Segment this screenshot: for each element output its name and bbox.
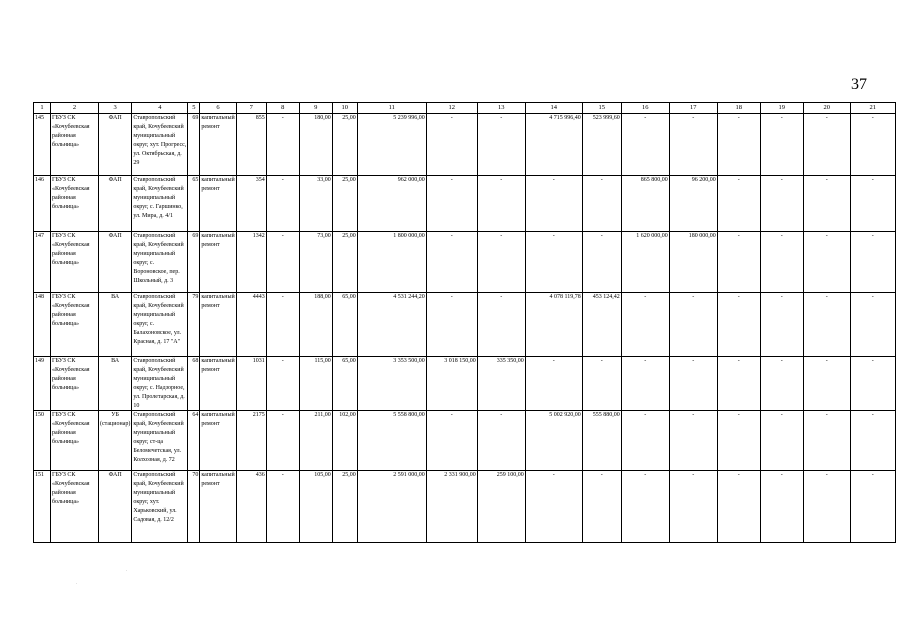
- table-row: [34, 176, 896, 232]
- header-cell: 8: [266, 103, 299, 114]
- table-cell: -: [525, 357, 582, 411]
- table-cell: -: [760, 232, 803, 293]
- table-cell: ВА: [99, 357, 132, 411]
- table-cell: капитальный ремонт: [200, 357, 236, 411]
- table-cell: 555 880,00: [582, 411, 621, 471]
- table-cell: -: [850, 293, 895, 357]
- table-cell: 4443: [236, 293, 266, 357]
- table-cell: 69: [188, 232, 200, 293]
- header-cell: 10: [332, 103, 357, 114]
- table-cell: 180,00: [299, 114, 332, 176]
- table-cell: 79: [188, 293, 200, 357]
- table-cell: -: [760, 357, 803, 411]
- table-cell: -: [477, 293, 525, 357]
- table-cell: -: [850, 411, 895, 471]
- table-cell: -: [582, 357, 621, 411]
- table-cell: -: [426, 293, 477, 357]
- table-row: [34, 114, 896, 176]
- header-cell: 1: [34, 103, 51, 114]
- table-cell: -: [477, 411, 525, 471]
- table-cell: 151: [34, 471, 51, 543]
- table-cell: -: [266, 232, 299, 293]
- table-cell: 69: [188, 114, 200, 176]
- table-cell: -: [266, 357, 299, 411]
- header-cell: 20: [803, 103, 850, 114]
- table-cell: 146: [34, 176, 51, 232]
- table-cell: -: [621, 357, 669, 411]
- table-cell: 855: [236, 114, 266, 176]
- table-cell: -: [850, 176, 895, 232]
- table-cell: ГБУЗ СК «Кочубеевская районная больница»: [51, 471, 99, 543]
- table-cell: капитальный ремонт: [200, 471, 236, 543]
- table-cell: 65: [188, 176, 200, 232]
- header-cell: 14: [525, 103, 582, 114]
- table-cell: -: [621, 114, 669, 176]
- table-cell: Ставропольский край, Кочубеевский муниципальный округ, ст-ца Беломечетская, ул. Колхозная, д. 72: [132, 411, 188, 471]
- table-cell: -: [426, 232, 477, 293]
- table-cell: 5 239 996,00: [357, 114, 426, 176]
- table-cell: капитальный ремонт: [200, 293, 236, 357]
- table-cell: -: [850, 471, 895, 543]
- header-cell: 5: [188, 103, 200, 114]
- table-cell: ФАП: [99, 114, 132, 176]
- table-row: [34, 293, 896, 357]
- table-row: [34, 471, 896, 543]
- table-cell: 73,00: [299, 232, 332, 293]
- header-cell: 4: [132, 103, 188, 114]
- table-cell: -: [477, 176, 525, 232]
- table-cell: -: [803, 293, 850, 357]
- table-cell: ГБУЗ СК «Кочубеевская районная больница»: [51, 293, 99, 357]
- header-cell: 9: [299, 103, 332, 114]
- table-cell: -: [803, 232, 850, 293]
- table-cell: -: [266, 411, 299, 471]
- table-cell: -: [669, 471, 717, 543]
- table-cell: -: [582, 232, 621, 293]
- header-cell: 15: [582, 103, 621, 114]
- table-cell: ВА: [99, 293, 132, 357]
- table-cell: -: [717, 357, 760, 411]
- table-cell: 65,00: [332, 293, 357, 357]
- table-cell: ГБУЗ СК «Кочубеевская районная больница»: [51, 176, 99, 232]
- table-cell: капитальный ремонт: [200, 176, 236, 232]
- table-row: [34, 411, 896, 471]
- table-cell: 436: [236, 471, 266, 543]
- table-cell: 180 000,00: [669, 232, 717, 293]
- data-table: [33, 102, 896, 543]
- table-cell: ГБУЗ СК «Кочубеевская районная больница»: [51, 357, 99, 411]
- table-cell: 150: [34, 411, 51, 471]
- table-cell: -: [582, 176, 621, 232]
- table-cell: 25,00: [332, 471, 357, 543]
- table-cell: 2 331 900,00: [426, 471, 477, 543]
- header-row: [34, 103, 896, 114]
- table-cell: 453 124,42: [582, 293, 621, 357]
- table-cell: 211,00: [299, 411, 332, 471]
- table-cell: -: [850, 114, 895, 176]
- table-cell: -: [717, 176, 760, 232]
- table-cell: 70: [188, 471, 200, 543]
- table-cell: -: [850, 357, 895, 411]
- table-cell: -: [525, 176, 582, 232]
- table-cell: 962 000,00: [357, 176, 426, 232]
- table-cell: -: [426, 411, 477, 471]
- table-cell: Ставропольский край, Кочубеевский муниципальный округ, с. Гаршинко, ул. Мира, д. 4/1: [132, 176, 188, 232]
- table-cell: ФАП: [99, 232, 132, 293]
- table-cell: ГБУЗ СК «Кочубеевская районная больница»: [51, 114, 99, 176]
- table-cell: -: [525, 471, 582, 543]
- table-cell: -: [669, 357, 717, 411]
- table-cell: ГБУЗ СК «Кочубеевская районная больница»: [51, 411, 99, 471]
- table-cell: 147: [34, 232, 51, 293]
- table-cell: -: [582, 471, 621, 543]
- table-cell: 64: [188, 411, 200, 471]
- table-cell: -: [803, 411, 850, 471]
- table-cell: -: [266, 471, 299, 543]
- header-cell: 11: [357, 103, 426, 114]
- table-cell: Ставропольский край, Кочубеевский муниципальный округ, хут. Прогресс, ул. Октябрьская, д. 29: [132, 114, 188, 176]
- table-cell: -: [760, 293, 803, 357]
- table-cell: -: [621, 411, 669, 471]
- table-row: [34, 357, 896, 411]
- table-cell: 65,00: [332, 357, 357, 411]
- table-cell: -: [669, 411, 717, 471]
- table-cell: 148: [34, 293, 51, 357]
- table-cell: 3 353 500,00: [357, 357, 426, 411]
- table-cell: -: [717, 293, 760, 357]
- table-cell: 102,00: [332, 411, 357, 471]
- table-cell: Ставропольский край, Кочубеевский муниципальный округ, хут. Харьковский, ул. Садовая, д. 12/2: [132, 471, 188, 543]
- table-cell: 523 999,60: [582, 114, 621, 176]
- header-cell: 2: [51, 103, 99, 114]
- table-cell: 335 350,00: [477, 357, 525, 411]
- table-cell: -: [266, 114, 299, 176]
- table-cell: Ставропольский край, Кочубеевский муниципальный округ, с. Надзорное, ул. Пролетарская, д. 10: [132, 357, 188, 411]
- table-cell: 1 620 000,00: [621, 232, 669, 293]
- table-cell: -: [803, 114, 850, 176]
- table-cell: 105,00: [299, 471, 332, 543]
- header-cell: 13: [477, 103, 525, 114]
- table-cell: капитальный ремонт: [200, 114, 236, 176]
- table-row: [34, 232, 896, 293]
- table-cell: -: [760, 176, 803, 232]
- header-cell: 6: [200, 103, 236, 114]
- table-cell: 33,00: [299, 176, 332, 232]
- table-cell: 1031: [236, 357, 266, 411]
- table-cell: 2175: [236, 411, 266, 471]
- table-cell: 5 558 800,00: [357, 411, 426, 471]
- table-cell: -: [803, 176, 850, 232]
- table-cell: 145: [34, 114, 51, 176]
- header-cell: 12: [426, 103, 477, 114]
- table-cell: 354: [236, 176, 266, 232]
- table-cell: -: [621, 471, 669, 543]
- table-cell: -: [426, 114, 477, 176]
- table-cell: -: [803, 471, 850, 543]
- table-cell: 259 100,00: [477, 471, 525, 543]
- table-cell: Ставропольский край, Кочубеевский муниципальный округ, с. Балахоновское, ул. Красная, д. 17 "А": [132, 293, 188, 357]
- table-cell: 865 800,00: [621, 176, 669, 232]
- page-number: 37: [851, 76, 867, 93]
- table-cell: 25,00: [332, 232, 357, 293]
- table-cell: -: [669, 114, 717, 176]
- table-cell: ГБУЗ СК «Кочубеевская районная больница»: [51, 232, 99, 293]
- table-cell: -: [266, 176, 299, 232]
- table-cell: -: [717, 114, 760, 176]
- table-cell: -: [717, 411, 760, 471]
- header-cell: 21: [850, 103, 895, 114]
- table-cell: 149: [34, 357, 51, 411]
- table-cell: 1 800 000,00: [357, 232, 426, 293]
- table-cell: 4 078 119,78: [525, 293, 582, 357]
- header-cell: 7: [236, 103, 266, 114]
- table-cell: 4 531 244,20: [357, 293, 426, 357]
- table-cell: 3 018 150,00: [426, 357, 477, 411]
- table-cell: -: [760, 471, 803, 543]
- table-cell: 25,00: [332, 114, 357, 176]
- table-cell: 68: [188, 357, 200, 411]
- table-cell: 5 002 920,00: [525, 411, 582, 471]
- header-cell: 16: [621, 103, 669, 114]
- table-cell: 4 715 996,40: [525, 114, 582, 176]
- table-cell: УБ (стационар): [99, 411, 132, 471]
- table-cell: -: [760, 114, 803, 176]
- table-cell: -: [669, 293, 717, 357]
- table-cell: -: [717, 471, 760, 543]
- table-cell: 188,00: [299, 293, 332, 357]
- table-cell: -: [621, 293, 669, 357]
- table-cell: -: [850, 232, 895, 293]
- table-cell: 25,00: [332, 176, 357, 232]
- table-cell: 115,00: [299, 357, 332, 411]
- table-cell: 96 200,00: [669, 176, 717, 232]
- table-cell: капитальный ремонт: [200, 411, 236, 471]
- table-cell: ФАП: [99, 471, 132, 543]
- table-cell: -: [717, 232, 760, 293]
- header-cell: 3: [99, 103, 132, 114]
- table-cell: 1342: [236, 232, 266, 293]
- table-cell: 2 591 000,00: [357, 471, 426, 543]
- table-cell: -: [426, 176, 477, 232]
- table-cell: -: [266, 293, 299, 357]
- header-cell: 18: [717, 103, 760, 114]
- table-cell: -: [760, 411, 803, 471]
- header-cell: 19: [760, 103, 803, 114]
- table-cell: капитальный ремонт: [200, 232, 236, 293]
- table-cell: Ставропольский край, Кочубеевский муниципальный округ, с. Вороновское, пер. Школьный, д. 3: [132, 232, 188, 293]
- table-cell: -: [525, 232, 582, 293]
- table-cell: ФАП: [99, 176, 132, 232]
- table-cell: -: [803, 357, 850, 411]
- header-cell: 17: [669, 103, 717, 114]
- table-cell: -: [477, 232, 525, 293]
- table-cell: -: [477, 114, 525, 176]
